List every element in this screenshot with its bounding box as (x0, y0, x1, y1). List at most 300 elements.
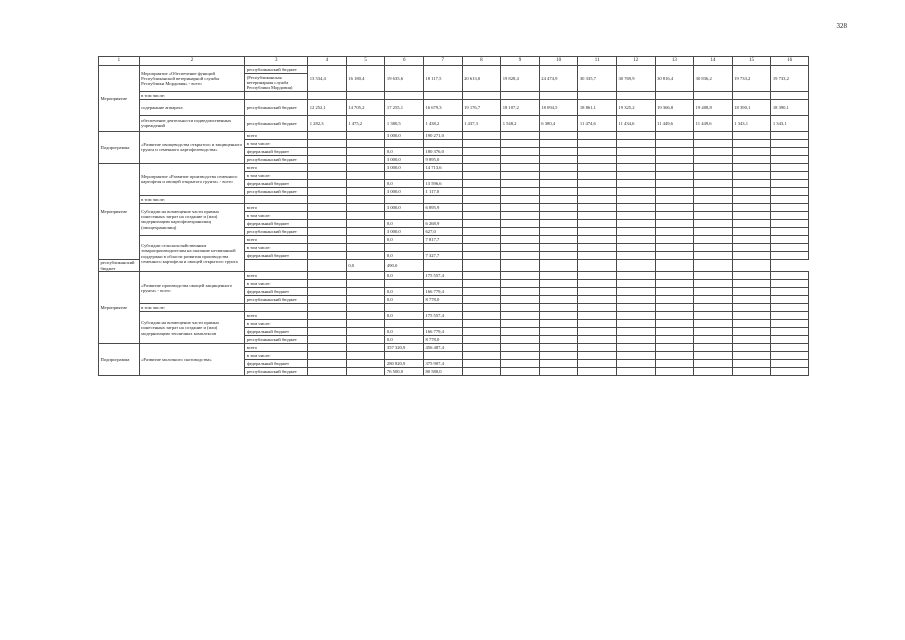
text-cell (771, 235, 809, 243)
text-cell (732, 227, 771, 235)
text-cell (539, 243, 578, 251)
text-cell (346, 147, 385, 155)
value-cell: 19 325,2 (616, 99, 655, 115)
text-cell (346, 328, 385, 336)
text-cell (539, 155, 578, 163)
text-cell (346, 344, 385, 352)
text-cell: всего (245, 344, 308, 352)
text-cell (539, 227, 578, 235)
text-cell: Мероприятие (99, 163, 140, 259)
text-cell (655, 219, 694, 227)
value-cell: 3 000,0 (385, 155, 424, 163)
text-cell (462, 195, 501, 203)
text-cell (655, 147, 694, 155)
value-cell: 19 408,8 (694, 99, 733, 115)
text-cell (501, 155, 540, 163)
text-cell (771, 328, 809, 336)
table-header-row (99, 57, 809, 66)
text-cell (308, 163, 347, 171)
text-cell (424, 280, 463, 288)
text-cell (694, 155, 733, 163)
text-cell (771, 219, 809, 227)
text-cell (539, 352, 578, 360)
text-cell (771, 211, 809, 219)
text-cell: обеспечение деятельности подведомственных учреждений (139, 115, 245, 131)
text-cell (655, 280, 694, 288)
text-cell (385, 320, 424, 328)
text-cell (539, 131, 578, 139)
text-cell: федеральный бюджет (245, 360, 308, 368)
text-cell (578, 155, 617, 163)
text-cell (616, 288, 655, 296)
text-cell (462, 296, 501, 304)
text-cell (424, 211, 463, 219)
value-cell: 80 580,0 (424, 368, 463, 376)
text-cell (616, 336, 655, 344)
value-cell: 3 000,0 (385, 131, 424, 139)
text-cell (616, 147, 655, 155)
text-cell (346, 163, 385, 171)
text-cell (694, 251, 733, 259)
text-cell (578, 243, 617, 251)
value-cell: 280 820,9 (385, 360, 424, 368)
text-cell (501, 235, 540, 243)
text-cell (462, 171, 501, 179)
value-cell: 16 180,4 (346, 66, 385, 92)
text-cell (539, 147, 578, 155)
text-cell (694, 171, 733, 179)
value-cell: 19 366,8 (655, 99, 694, 115)
text-cell (771, 243, 809, 251)
value-cell: 20 613,0 (462, 66, 501, 92)
column-header: 14 (694, 57, 733, 66)
text-cell (732, 272, 771, 280)
value-cell: 19 733,2 (732, 66, 771, 92)
text-cell (308, 272, 347, 280)
text-cell (732, 219, 771, 227)
text-cell (616, 203, 655, 211)
text-cell (578, 227, 617, 235)
value-cell: 12 252,1 (308, 99, 347, 115)
value-cell: 11 474,6 (578, 115, 617, 131)
text-cell (462, 368, 501, 376)
text-cell (616, 211, 655, 219)
table-row (99, 304, 809, 312)
text-cell (245, 91, 308, 99)
text-cell (539, 163, 578, 171)
text-cell (732, 155, 771, 163)
text-cell (771, 336, 809, 344)
text-cell: Мероприятие «Развитие производства семенного картофеля и овощей открытого грунта» - всего (139, 163, 245, 195)
text-cell (308, 131, 347, 139)
column-header: 12 (616, 57, 655, 66)
text-cell (346, 171, 385, 179)
text-cell (539, 171, 578, 179)
text-cell (732, 203, 771, 211)
text-cell (732, 320, 771, 328)
text-cell (771, 251, 809, 259)
text-cell (616, 320, 655, 328)
text-cell (771, 91, 809, 99)
text-cell (308, 344, 347, 352)
text-cell (462, 235, 501, 243)
value-cell: 3 000,0 (385, 227, 424, 235)
text-cell (501, 320, 540, 328)
text-cell (308, 243, 347, 251)
text-cell (694, 227, 733, 235)
text-cell: республиканский бюджет (245, 187, 308, 195)
value-cell: 1 475,2 (346, 115, 385, 131)
text-cell (771, 147, 809, 155)
value-cell: 0,0 (346, 259, 385, 272)
text-cell: республиканский бюджет (245, 227, 308, 235)
text-cell (501, 139, 540, 147)
table-row (99, 131, 809, 139)
value-cell: 6 268,9 (424, 219, 463, 227)
value-cell: 30 816,4 (655, 66, 694, 92)
value-cell: 0,0 (385, 147, 424, 155)
text-cell (462, 352, 501, 360)
text-cell (308, 195, 347, 203)
text-cell (694, 368, 733, 376)
value-cell: 0,0 (385, 251, 424, 259)
text-cell (694, 163, 733, 171)
text-cell (616, 312, 655, 320)
text-cell (771, 155, 809, 163)
value-cell: 8 778,0 (424, 336, 463, 344)
text-cell (308, 171, 347, 179)
text-cell (732, 163, 771, 171)
text-cell (245, 304, 308, 312)
text-cell (346, 368, 385, 376)
text-cell: в том числе: (139, 195, 245, 203)
text-cell (694, 235, 733, 243)
value-cell: 0,0 (385, 312, 424, 320)
value-cell: 19 733,2 (771, 66, 809, 92)
text-cell (732, 235, 771, 243)
value-cell: 0,0 (385, 296, 424, 304)
text-cell (694, 139, 733, 147)
value-cell: 190 271,0 (424, 131, 463, 139)
text-cell: республиканский бюджет (245, 336, 308, 344)
text-cell: в том числе: (139, 91, 245, 99)
text-cell (346, 179, 385, 187)
text-cell (308, 288, 347, 296)
value-cell: 0,0 (385, 235, 424, 243)
text-cell (655, 179, 694, 187)
value-cell: 6 895,9 (424, 203, 463, 211)
text-cell (655, 235, 694, 243)
text-cell: федеральный бюджет (245, 179, 308, 187)
text-cell (771, 187, 809, 195)
value-cell: 11 449,6 (694, 115, 733, 131)
value-cell: 18 861,1 (578, 99, 617, 115)
text-cell: республиканский бюджет (245, 66, 308, 74)
value-cell: 375 907,4 (424, 360, 463, 368)
text-cell (308, 187, 347, 195)
text-cell (732, 187, 771, 195)
text-cell (539, 368, 578, 376)
text-cell: Субсидии на возмещение части прямых понесенных затрат на создание и (или) модернизацию картофелехранилищ (овощехранилищ) (139, 203, 245, 235)
column-header: 3 (245, 57, 308, 66)
text-cell (694, 203, 733, 211)
text-cell (501, 344, 540, 352)
column-header: 15 (732, 57, 771, 66)
text-cell (771, 296, 809, 304)
text-cell (616, 235, 655, 243)
text-cell (462, 312, 501, 320)
text-cell (346, 195, 385, 203)
text-cell (346, 272, 385, 280)
text-cell (655, 251, 694, 259)
text-cell (501, 360, 540, 368)
text-cell (655, 227, 694, 235)
text-cell (424, 171, 463, 179)
text-cell: в том числе: (245, 352, 308, 360)
value-cell: 3 000,0 (385, 203, 424, 211)
text-cell (501, 251, 540, 259)
value-cell: 16 679,3 (424, 99, 463, 115)
text-cell (308, 235, 347, 243)
budget-table (98, 56, 809, 376)
text-cell (694, 243, 733, 251)
text-cell (539, 187, 578, 195)
text-cell (616, 139, 655, 147)
text-cell (694, 91, 733, 99)
text-cell (694, 259, 733, 272)
value-cell: 1 548,2 (501, 115, 540, 131)
table-row (99, 66, 809, 74)
value-cell: 19 176,7 (462, 99, 501, 115)
text-cell (462, 211, 501, 219)
text-cell (462, 163, 501, 171)
text-cell (694, 328, 733, 336)
value-cell: 11 449,6 (655, 115, 694, 131)
text-cell (346, 139, 385, 147)
text-cell (578, 312, 617, 320)
text-cell: федеральный бюджет (245, 219, 308, 227)
text-cell (501, 336, 540, 344)
text-cell (539, 91, 578, 99)
text-cell (578, 195, 617, 203)
text-cell (732, 344, 771, 352)
text-cell (462, 203, 501, 211)
value-cell: 18 390,1 (771, 99, 809, 115)
text-cell (462, 304, 501, 312)
text-cell: Мероприятие (99, 66, 140, 132)
text-cell (308, 312, 347, 320)
table-row (99, 203, 809, 211)
text-cell (616, 195, 655, 203)
value-cell: 627,0 (424, 227, 463, 235)
value-cell: 14 705,2 (346, 99, 385, 115)
table-body (99, 66, 809, 376)
value-cell: 18 094,5 (539, 99, 578, 115)
text-cell (346, 203, 385, 211)
text-cell (655, 139, 694, 147)
text-cell (616, 280, 655, 288)
text-cell (771, 227, 809, 235)
text-cell (694, 131, 733, 139)
text-cell (655, 312, 694, 320)
text-cell (501, 187, 540, 195)
text-cell (346, 352, 385, 360)
text-cell (616, 163, 655, 171)
text-cell (501, 280, 540, 288)
text-cell: в том числе: (245, 211, 308, 219)
text-cell (385, 352, 424, 360)
text-cell: республиканский бюджет (245, 115, 308, 131)
text-cell (385, 304, 424, 312)
text-cell (655, 195, 694, 203)
text-cell (616, 243, 655, 251)
value-cell: 24 474,9 (539, 66, 578, 92)
text-cell (539, 304, 578, 312)
text-cell: (Республиканская ветеринарная служба Республики Мордовия) (245, 74, 308, 92)
text-cell (539, 296, 578, 304)
text-cell (732, 280, 771, 288)
text-cell (771, 179, 809, 187)
text-cell (308, 336, 347, 344)
text-cell (732, 352, 771, 360)
value-cell: 456 487,4 (424, 344, 463, 352)
value-cell: 1 117,0 (424, 187, 463, 195)
text-cell (308, 203, 347, 211)
text-cell (385, 243, 424, 251)
text-cell (308, 352, 347, 360)
value-cell: 1 282,3 (308, 115, 347, 131)
text-cell (616, 304, 655, 312)
text-cell (501, 312, 540, 320)
text-cell (539, 203, 578, 211)
text-cell (732, 296, 771, 304)
text-cell (462, 155, 501, 163)
text-cell (501, 179, 540, 187)
text-cell: «Развитие овощеводства открытого и защищенного грунта и семенного картофелеводства» (139, 131, 245, 163)
text-cell (308, 179, 347, 187)
text-cell (539, 195, 578, 203)
text-cell (732, 251, 771, 259)
text-cell (462, 288, 501, 296)
text-cell (501, 296, 540, 304)
text-cell (308, 155, 347, 163)
text-cell (539, 288, 578, 296)
text-cell (732, 131, 771, 139)
value-cell: 0,0 (385, 336, 424, 344)
text-cell (732, 171, 771, 179)
text-cell (732, 195, 771, 203)
value-cell: 18 107,2 (501, 99, 540, 115)
text-cell: в том числе: (139, 304, 245, 312)
text-cell (462, 187, 501, 195)
text-cell (578, 203, 617, 211)
text-cell (424, 320, 463, 328)
text-cell: в том числе: (245, 243, 308, 251)
column-header: 16 (771, 57, 809, 66)
text-cell (578, 296, 617, 304)
value-cell: 6 380,4 (539, 115, 578, 131)
value-cell: 13 596,6 (424, 179, 463, 187)
text-cell (578, 187, 617, 195)
value-cell: 166 779,4 (424, 288, 463, 296)
text-cell (462, 360, 501, 368)
text-cell: республиканский бюджет (245, 155, 308, 163)
text-cell (655, 368, 694, 376)
text-cell (655, 131, 694, 139)
text-cell (655, 296, 694, 304)
text-cell: федеральный бюджет (245, 328, 308, 336)
text-cell (346, 296, 385, 304)
text-cell (308, 280, 347, 288)
text-cell (578, 147, 617, 155)
text-cell: всего (245, 235, 308, 243)
text-cell (655, 272, 694, 280)
text-cell (346, 187, 385, 195)
text-cell: республиканский бюджет (245, 368, 308, 376)
text-cell (694, 280, 733, 288)
text-cell (694, 312, 733, 320)
text-cell (578, 336, 617, 344)
text-cell (462, 147, 501, 155)
text-cell (501, 368, 540, 376)
table-row (99, 235, 809, 243)
text-cell (539, 259, 578, 272)
text-cell (539, 320, 578, 328)
text-cell (245, 195, 308, 203)
value-cell: 30 335,7 (578, 66, 617, 92)
text-cell (578, 251, 617, 259)
text-cell (732, 360, 771, 368)
text-cell (578, 235, 617, 243)
text-cell (308, 368, 347, 376)
text-cell (732, 147, 771, 155)
text-cell (346, 235, 385, 243)
value-cell: 11 434,6 (616, 115, 655, 131)
text-cell (655, 328, 694, 336)
text-cell (501, 304, 540, 312)
text-cell (462, 272, 501, 280)
text-cell (578, 352, 617, 360)
value-cell: 1 343,1 (732, 115, 771, 131)
text-cell: федеральный бюджет (245, 288, 308, 296)
text-cell (346, 336, 385, 344)
text-cell: Субсидии сельскохозяйственным товаропроизводителям на оказание несвязанной поддержки в области развития производства семенного картофеля и овощей открытого грунта (139, 235, 245, 272)
text-cell (346, 280, 385, 288)
text-cell (308, 211, 347, 219)
text-cell (771, 304, 809, 312)
text-cell (616, 187, 655, 195)
text-cell (539, 280, 578, 288)
text-cell (616, 360, 655, 368)
text-cell (424, 304, 463, 312)
text-cell (346, 227, 385, 235)
text-cell (694, 211, 733, 219)
text-cell (539, 251, 578, 259)
text-cell (385, 91, 424, 99)
text-cell: Субсидии на возмещение части прямых понесенных затрат на создание и (или) модернизацию тепличных комплексов (139, 312, 245, 344)
value-cell: 357 320,9 (385, 344, 424, 352)
text-cell (771, 352, 809, 360)
value-cell: 7 817,7 (424, 235, 463, 243)
table-row (99, 163, 809, 171)
text-cell (771, 139, 809, 147)
text-cell (501, 195, 540, 203)
value-cell: 18 117,5 (424, 66, 463, 92)
text-cell (771, 368, 809, 376)
text-cell (539, 179, 578, 187)
text-cell (578, 211, 617, 219)
text-cell: в том числе: (245, 320, 308, 328)
